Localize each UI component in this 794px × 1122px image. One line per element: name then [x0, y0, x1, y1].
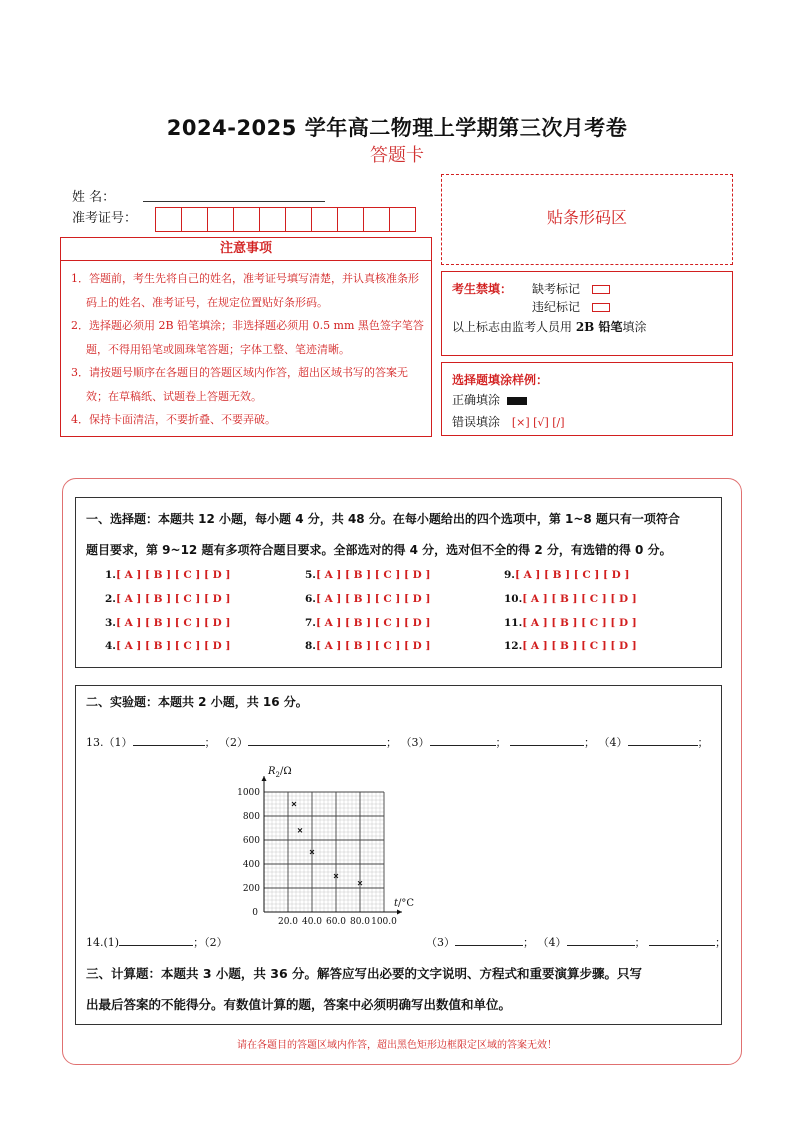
- y-axis-label: $R_2/\Omega$: [268, 766, 292, 779]
- q13-answer-1[interactable]: [133, 735, 205, 746]
- x-tick-label: 100.0: [371, 917, 397, 927]
- q14-answer-1[interactable]: [119, 935, 193, 946]
- notice-item-1: 1．答题前，考生先将自己的姓名，准考证号填写清楚，并认真核准条形码上的姓名、准考证号，在规定位置贴好条形码。: [71, 272, 419, 309]
- r2-temperature-chart: [226, 766, 426, 944]
- absent-label: 缺考标记: [532, 282, 581, 296]
- section1-instructions-line2: 题目要求，第 9~12 题有多项符合题目要求。全部选对的得 4 分，选对但不全的得 2 分，有选错的得 0 分。: [86, 543, 672, 557]
- proctor-title: 考生禁填：: [452, 282, 513, 296]
- id-digit-box[interactable]: [155, 207, 182, 232]
- correct-fill-mark: [507, 397, 527, 405]
- proctor-marks-panel: [441, 271, 733, 356]
- violation-label: 违纪标记: [532, 300, 581, 314]
- mc-question-12[interactable]: 12.[ A ] [ B ] [ C ] [ D ]: [504, 640, 637, 652]
- section2-title: 二、实验题：本题共 2 小题，共 16 分。: [86, 695, 308, 709]
- wrong-fill-marks: [×] [√] [/]: [511, 416, 565, 429]
- proctor-note: 以上标志由监考人员用 2B 铅笔填涂: [452, 320, 647, 334]
- q14-answer-3[interactable]: [455, 935, 523, 946]
- id-digit-box[interactable]: [207, 207, 234, 232]
- mc-question-6[interactable]: 6.[ A ] [ B ] [ C ] [ D ]: [305, 593, 431, 605]
- notice-item-3: 3．请按题号顺序在各题目的答题区域内作答，超出区域书写的答案无效；在草稿纸、试题卷上答题无效。: [71, 366, 408, 403]
- correct-fill-label: 正确填涂: [452, 393, 501, 407]
- y-tick-label: 200: [242, 884, 260, 894]
- x-tick-label: 40.0: [301, 917, 323, 927]
- y-tick-label: 800: [242, 812, 260, 822]
- x-tick-label: 80.0: [349, 917, 371, 927]
- id-number-boxes[interactable]: [155, 207, 415, 232]
- page-subtitle: 答题卡: [370, 145, 424, 166]
- id-digit-box[interactable]: [181, 207, 208, 232]
- q14-answer-4b[interactable]: [649, 935, 715, 946]
- notice-heading: 注意事项: [61, 238, 431, 261]
- mc-question-1[interactable]: 1.[ A ] [ B ] [ C ] [ D ]: [105, 569, 231, 581]
- mc-question-11[interactable]: 11.[ A ] [ B ] [ C ] [ D ]: [504, 617, 637, 629]
- absent-mark-box[interactable]: [592, 285, 610, 294]
- fill-example-title: 选择题填涂样例：: [452, 373, 549, 387]
- section3-instructions-line2: 出最后答案的不能得分。有数值计算的题，答案中必须明确写出数值和单位。: [86, 997, 512, 1012]
- wrong-fill-label: 错误填涂: [452, 415, 501, 429]
- footer-note: 请在各题目的答题区域内作答，超出黑色矩形边框限定区域的答案无效！: [237, 1040, 557, 1051]
- notice-item-2: 2．选择题必须用 2B 铅笔填涂；非选择题必须用 0.5 mm 黑色签字笔答题，不得用铅笔或圆珠笔答题；字体工整、笔迹清晰。: [71, 319, 424, 356]
- q14-row-right: （3） ； （4） ； ；: [426, 936, 726, 949]
- q13-answer-2[interactable]: [248, 735, 386, 746]
- mc-question-4[interactable]: 4.[ A ] [ B ] [ C ] [ D ]: [105, 640, 231, 652]
- q13-answer-4[interactable]: [628, 735, 698, 746]
- name-field[interactable]: [143, 201, 325, 202]
- mc-question-3[interactable]: 3.[ A ] [ B ] [ C ] [ D ]: [105, 617, 231, 629]
- q14-row-left: 14.(1) ；（2）: [86, 936, 228, 949]
- id-digit-box[interactable]: [233, 207, 260, 232]
- id-digit-box[interactable]: [285, 207, 312, 232]
- barcode-area: [441, 174, 733, 265]
- id-digit-box[interactable]: [259, 207, 286, 232]
- q14-answer-4a[interactable]: [567, 935, 635, 946]
- x-axis-label: t/°C: [394, 898, 415, 909]
- q13-answer-3a[interactable]: [430, 735, 496, 746]
- id-digit-box[interactable]: [311, 207, 338, 232]
- notice-panel: [60, 237, 432, 437]
- x-axis-arrow: [397, 910, 402, 915]
- q13-answer-3b[interactable]: [510, 735, 584, 746]
- mc-question-5[interactable]: 5.[ A ] [ B ] [ C ] [ D ]: [305, 569, 431, 581]
- mc-question-7[interactable]: 7.[ A ] [ B ] [ C ] [ D ]: [305, 617, 431, 629]
- section-experiment-calc: [75, 685, 726, 1025]
- y-axis-arrow: [262, 776, 267, 781]
- violation-mark-box[interactable]: [592, 303, 610, 312]
- notice-item-4: 4．保持卡面清洁，不要折叠、不要弄破。: [71, 413, 276, 426]
- mc-question-10[interactable]: 10.[ A ] [ B ] [ C ] [ D ]: [504, 593, 637, 605]
- id-digit-box[interactable]: [363, 207, 390, 232]
- id-digit-box[interactable]: [389, 207, 416, 232]
- mc-question-8[interactable]: 8.[ A ] [ B ] [ C ] [ D ]: [305, 640, 431, 652]
- mc-question-2[interactable]: 2.[ A ] [ B ] [ C ] [ D ]: [105, 593, 231, 605]
- fill-example-panel: [441, 362, 733, 436]
- x-tick-label: 20.0: [277, 917, 299, 927]
- section1-instructions-line1: 一、选择题：本题共 12 小题，每小题 4 分，共 48 分。在每小题给出的四个选项中，第 1~8 题只有一项符合: [86, 512, 680, 526]
- mc-question-9[interactable]: 9.[ A ] [ B ] [ C ] [ D ]: [504, 569, 630, 581]
- name-label: 姓 名：: [72, 190, 116, 205]
- x-tick-label: 60.0: [325, 917, 347, 927]
- y-tick-label: 600: [242, 836, 260, 846]
- origin-label: 0: [252, 908, 258, 918]
- y-tick-label: 400: [242, 860, 260, 870]
- section-choice: [75, 497, 722, 668]
- y-tick-label: 1000: [237, 788, 260, 798]
- page-title: 2024-2025 学年高二物理上学期第三次月考卷: [166, 116, 628, 140]
- barcode-label: 贴条形码区: [546, 208, 627, 227]
- q13-row: 13.（1） ； （2） ； （3） ； ； （4） ；: [86, 736, 709, 749]
- id-label: 准考证号：: [72, 211, 138, 226]
- section3-instructions-line1: 三、计算题：本题共 3 小题，共 36 分。解答应写出必要的文字说明、方程式和重要演算步骤。只写: [86, 966, 643, 981]
- id-digit-box[interactable]: [337, 207, 364, 232]
